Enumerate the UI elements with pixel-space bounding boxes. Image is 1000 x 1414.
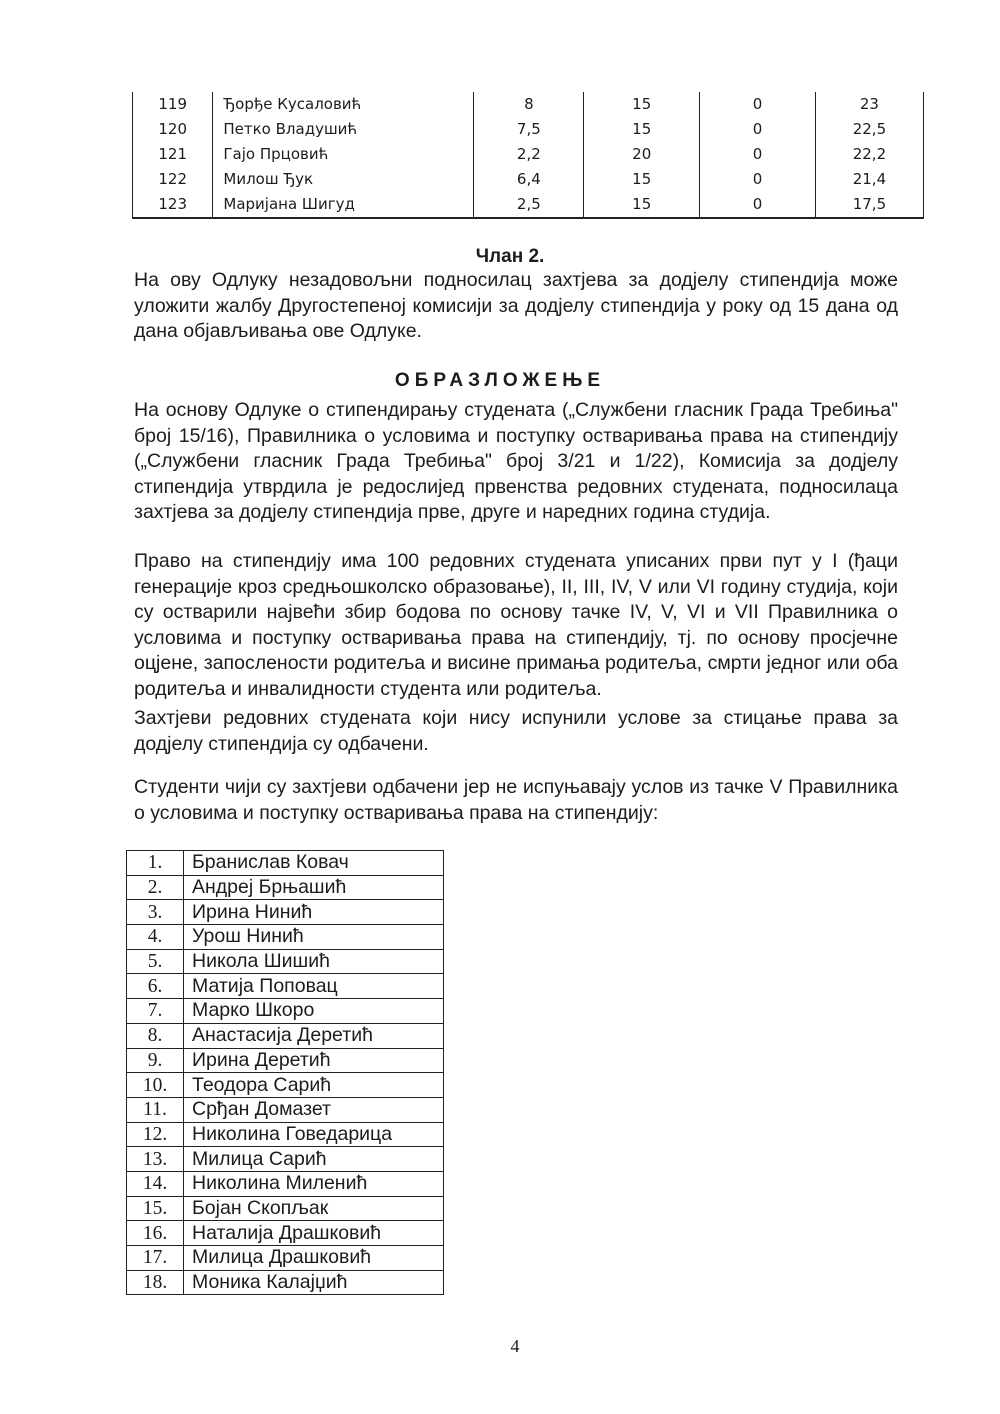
total-cell: 22,5 xyxy=(815,117,923,142)
row-number: 123 xyxy=(133,192,213,218)
list-item-name: Ирина Деретић xyxy=(184,1048,444,1073)
total-cell: 17,5 xyxy=(815,192,923,218)
explanation-paragraph-basis: На основу Одлуке о стипендирању студената („Службени гласник Града Требиња" број 15/16), Правилника о условима и поступку остваривања права на стипендију („Службени гласник Града Требиња" број 3/21 и 1/22), Комисија за додјелу стипендија утврдила је редослијед првенства редовних студената, подносилаца захтјева за додјелу стипендија прве, друге и наредних година студија. xyxy=(134,399,898,524)
list-item xyxy=(127,875,444,900)
points-cell: 0 xyxy=(700,167,816,192)
points-cell: 8 xyxy=(474,92,584,117)
list-item-number: 4. xyxy=(127,925,184,950)
points-cell: 20 xyxy=(584,142,700,167)
list-item-name: Милица Драшковић xyxy=(184,1246,444,1271)
list-item-number: 6. xyxy=(127,974,184,999)
list-item xyxy=(127,974,444,999)
list-item xyxy=(127,925,444,950)
list-item xyxy=(127,1147,444,1172)
student-name: Милош Ђук xyxy=(213,167,474,192)
list-item-name: Моника Калајџић xyxy=(184,1270,444,1295)
points-cell: 2,2 xyxy=(474,142,584,167)
list-item xyxy=(127,1221,444,1246)
list-item xyxy=(127,1246,444,1271)
points-cell: 0 xyxy=(700,192,816,218)
list-item-number: 8. xyxy=(127,1023,184,1048)
rejected-students-table xyxy=(126,850,444,1295)
points-cell: 0 xyxy=(700,142,816,167)
points-cell: 6,4 xyxy=(474,167,584,192)
list-item xyxy=(127,1270,444,1295)
total-cell: 21,4 xyxy=(815,167,923,192)
list-item-name: Бојан Скопљак xyxy=(184,1196,444,1221)
list-item xyxy=(127,851,444,876)
list-item-number: 1. xyxy=(127,851,184,876)
score-table xyxy=(132,92,924,219)
page-number: 4 xyxy=(510,1336,520,1356)
article-2-heading: Члан 2. xyxy=(475,246,545,267)
points-cell: 2,5 xyxy=(474,192,584,218)
list-item-name: Теодора Сарић xyxy=(184,1073,444,1098)
list-item-name: Николина Миленић xyxy=(184,1171,444,1196)
list-item xyxy=(127,999,444,1024)
table-row xyxy=(133,192,924,218)
row-number: 120 xyxy=(133,117,213,142)
explanation-heading: ОБРАЗЛОЖЕЊЕ xyxy=(394,370,606,391)
list-item-name: Никола Шишић xyxy=(184,949,444,974)
explanation-paragraph-rejected: Захтјеви редовних студената који нису испунили услове за стицање права за додјелу стипендија су одбачени. xyxy=(134,707,898,755)
points-cell: 0 xyxy=(700,92,816,117)
list-item-number: 17. xyxy=(127,1246,184,1271)
list-item-name: Бранислав Ковач xyxy=(184,851,444,876)
points-cell: 15 xyxy=(584,192,700,218)
list-item-number: 15. xyxy=(127,1196,184,1221)
table-row xyxy=(133,142,924,167)
student-name: Гајо Прцовић xyxy=(213,142,474,167)
list-item-name: Андреј Брњашић xyxy=(184,875,444,900)
list-item-name: Анастасија Деретић xyxy=(184,1023,444,1048)
article-2-text: На ову Одлуку незадовољни подносилац захтјева за додјелу стипендија може уложити жалбу Другостепеној комисији за додјелу стипендија у року од 15 дана од дана објављивања ове Одлуке. xyxy=(134,269,898,343)
list-item-number: 13. xyxy=(127,1147,184,1172)
list-item-number: 10. xyxy=(127,1073,184,1098)
list-item-number: 18. xyxy=(127,1270,184,1295)
row-number: 122 xyxy=(133,167,213,192)
total-cell: 23 xyxy=(815,92,923,117)
list-item-name: Матија Поповац xyxy=(184,974,444,999)
list-item-name: Николина Говедарица xyxy=(184,1122,444,1147)
student-name: Петко Владушић xyxy=(213,117,474,142)
student-name: Маријана Шигуд xyxy=(213,192,474,218)
list-item xyxy=(127,1048,444,1073)
list-item-number: 16. xyxy=(127,1221,184,1246)
points-cell: 15 xyxy=(584,117,700,142)
list-item-number: 7. xyxy=(127,999,184,1024)
list-item-number: 14. xyxy=(127,1171,184,1196)
score-table-body xyxy=(133,92,924,218)
list-item-number: 11. xyxy=(127,1097,184,1122)
table-row xyxy=(133,92,924,117)
list-item-number: 2. xyxy=(127,875,184,900)
list-item xyxy=(127,949,444,974)
list-item-number: 5. xyxy=(127,949,184,974)
list-item-name: Урош Нинић xyxy=(184,925,444,950)
list-item xyxy=(127,1097,444,1122)
list-item-name: Милица Сарић xyxy=(184,1147,444,1172)
list-item xyxy=(127,1122,444,1147)
explanation-paragraph-right: Право на стипендију има 100 редовних студената уписаних први пут у I (ђаци генерације кроз средњошколско образовање), II, III, IV, V или VI годину студија, који су остварили највећи збир бодова по основу тачке IV, V, VI и VII Правилника о условима и поступку остваривања права на стипендију, тј. по основу просјечне оцјене, запослености родитеља и висине примања родитеља, смрти једног или оба родитеља и инвалидности студента или родитеља. xyxy=(134,550,898,700)
points-cell: 15 xyxy=(584,167,700,192)
points-cell: 0 xyxy=(700,117,816,142)
list-item-name: Ирина Нинић xyxy=(184,900,444,925)
list-item-name: Наталија Драшковић xyxy=(184,1221,444,1246)
list-item-number: 3. xyxy=(127,900,184,925)
list-item xyxy=(127,1073,444,1098)
list-item xyxy=(127,1171,444,1196)
list-item xyxy=(127,1023,444,1048)
list-item-number: 9. xyxy=(127,1048,184,1073)
list-item xyxy=(127,1196,444,1221)
list-item-name: Марко Шкоро xyxy=(184,999,444,1024)
points-cell: 15 xyxy=(584,92,700,117)
list-item-name: Срђан Домазет xyxy=(184,1097,444,1122)
rejected-students-body xyxy=(127,851,444,1295)
explanation-paragraph-students: Студенти чији су захтјеви одбачени јер не испуњавају услов из тачке V Правилника о условима и поступку остваривања права на стипендију: xyxy=(134,776,898,824)
points-cell: 7,5 xyxy=(474,117,584,142)
table-row xyxy=(133,117,924,142)
row-number: 119 xyxy=(133,92,213,117)
list-item-number: 12. xyxy=(127,1122,184,1147)
list-item xyxy=(127,900,444,925)
table-row xyxy=(133,167,924,192)
total-cell: 22,2 xyxy=(815,142,923,167)
row-number: 121 xyxy=(133,142,213,167)
student-name: Ђорђе Кусаловић xyxy=(213,92,474,117)
